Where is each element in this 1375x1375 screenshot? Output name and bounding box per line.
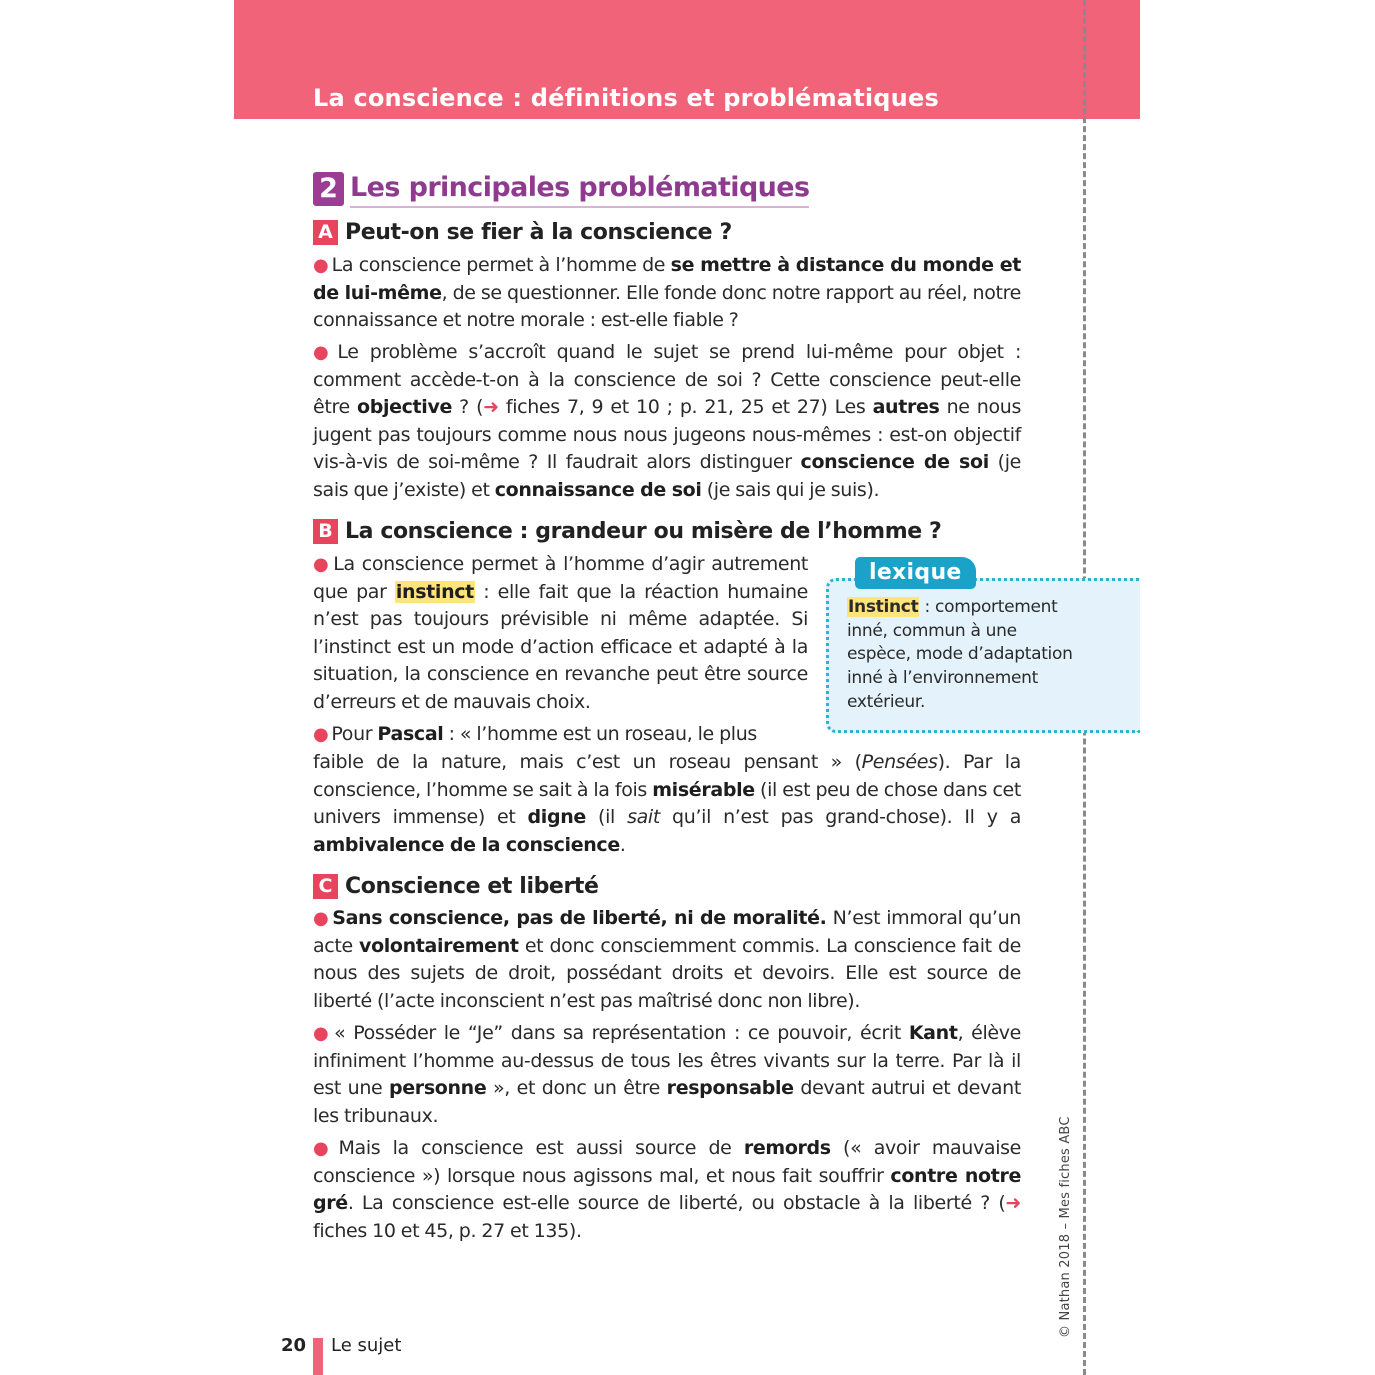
subsection-a-heading <box>313 218 732 246</box>
paragraph-c2: ● « Posséder le “Je” dans sa représentation : ce pouvoir, écrit Kant, élève infiniment l’homme au-dessus de tous les êtres vivants sur la terre. Par là il est une personne », et donc un être responsable devant autrui et devant les tribunaux. <box>313 1022 1021 1127</box>
bullet-icon: ● <box>313 1023 332 1044</box>
subsection-title: Conscience et liberté <box>345 873 599 899</box>
paragraph-a1: ● La conscience permet à l’homme de se mettre à distance du monde et de lui-même, de se questionner. Elle fonde donc notre rapport au réel, notre connaissance et notre morale : est-elle fiable ? <box>313 254 1022 332</box>
copyright-notice: © Nathan 2018 – Mes fiches ABC <box>1058 1116 1073 1338</box>
arrow-icon: ➜ <box>483 396 499 419</box>
arrow-icon: ➜ <box>1005 1192 1021 1215</box>
lexique-tag: lexique <box>855 557 976 589</box>
footer-label: Le sujet <box>331 1335 402 1356</box>
bullet-icon: ● <box>313 724 329 745</box>
bullet-icon: ● <box>313 908 330 929</box>
paragraph-c3: ● Mais la conscience est aussi source de remords (« avoir mauvaise conscience ») lorsque nous agissons mal, et nous fait souffrir contre notre gré. La conscience est-elle source de liberté, ou obstacle à la liberté ? (➜ fiches 10 et 45, p. 27 et 135). <box>313 1137 1022 1242</box>
page-header-title: La conscience : définitions et problématiques <box>313 84 939 112</box>
page-number: 20 <box>281 1335 307 1356</box>
subsection-c-heading <box>313 872 599 900</box>
cross-reference: fiches 10 et 45, p. 27 et 135). <box>313 1219 582 1242</box>
section-heading <box>313 170 809 208</box>
subsection-b-heading <box>313 517 941 545</box>
subsection-letter: A <box>313 220 338 245</box>
subsection-letter: B <box>313 519 338 544</box>
paragraph-c1: ● Sans conscience, pas de liberté, ni de moralité. N’est immoral qu’un acte volontairement et donc consciemment commis. La conscience fait de nous des sujets de droit, possédant droits et devoirs. Elle est source de liberté (l’acte inconscient n’est pas maîtrisé donc non libre). <box>313 907 1022 1012</box>
subsection-title: La conscience : grandeur ou misère de l’homme ? <box>345 518 942 544</box>
paragraph-a2: ● Le problème s’accroît quand le sujet se prend lui-même pour objet : comment accède-t-on à la conscience de soi ? Cette conscience peut-elle être objective ? (➜ fiches 7, 9 et 10 ; p. 21, 25 et 27) Les autres ne nous jugent pas toujours comme nous nous jugeons nous-mêmes : est-on objectif vis-à-vis de soi-même ? Il faudrait alors distinguer conscience de soi (je sais que j’existe) et connaissance de soi (je sais qui je suis). <box>313 341 1022 501</box>
highlighted-term: instinct <box>395 580 474 603</box>
lexique-definition: Instinct : comportement inné, commun à une espèce, mode d’adaptation inné à l’environnement extérieur. <box>847 597 1073 712</box>
bullet-icon: ● <box>313 1138 336 1159</box>
section-title: Les principales problématiques <box>350 171 809 208</box>
paragraph-b1: ● La conscience permet à l’homme d’agir autrement que par instinct : elle fait que la réaction humaine n’est pas toujours prévisible ni même adaptée. Si l’instinct est un mode d’action efficace et adapté à la situation, la conscience en revanche peut être source d’erreurs et de mauvais choix. <box>313 553 808 713</box>
subsection-letter: C <box>313 874 338 899</box>
bullet-icon: ● <box>313 342 335 363</box>
cross-reference: fiches 7, 9 et 10 ; p. 21, 25 et 27) Les <box>505 396 873 419</box>
section-number: 2 <box>313 172 344 206</box>
bullet-icon: ● <box>313 255 329 276</box>
paragraph-b2-continued: faible de la nature, mais c’est un roseau pensant » (Pensées). Par la conscience, l’homme se sait à la fois misérable (il est peu de chose dans cet univers immense) et digne (il sait qu’il n’est pas grand-chose). Il y a ambivalence de la conscience. <box>313 751 1022 856</box>
subsection-title: Peut-on se fier à la conscience ? <box>345 219 732 245</box>
lexique-term: Instinct <box>848 597 919 617</box>
footer-bar <box>313 1338 323 1375</box>
bullet-icon: ● <box>313 554 331 575</box>
paragraph-b2: ● Pour Pascal : « l’homme est un roseau, le plus <box>313 723 757 745</box>
